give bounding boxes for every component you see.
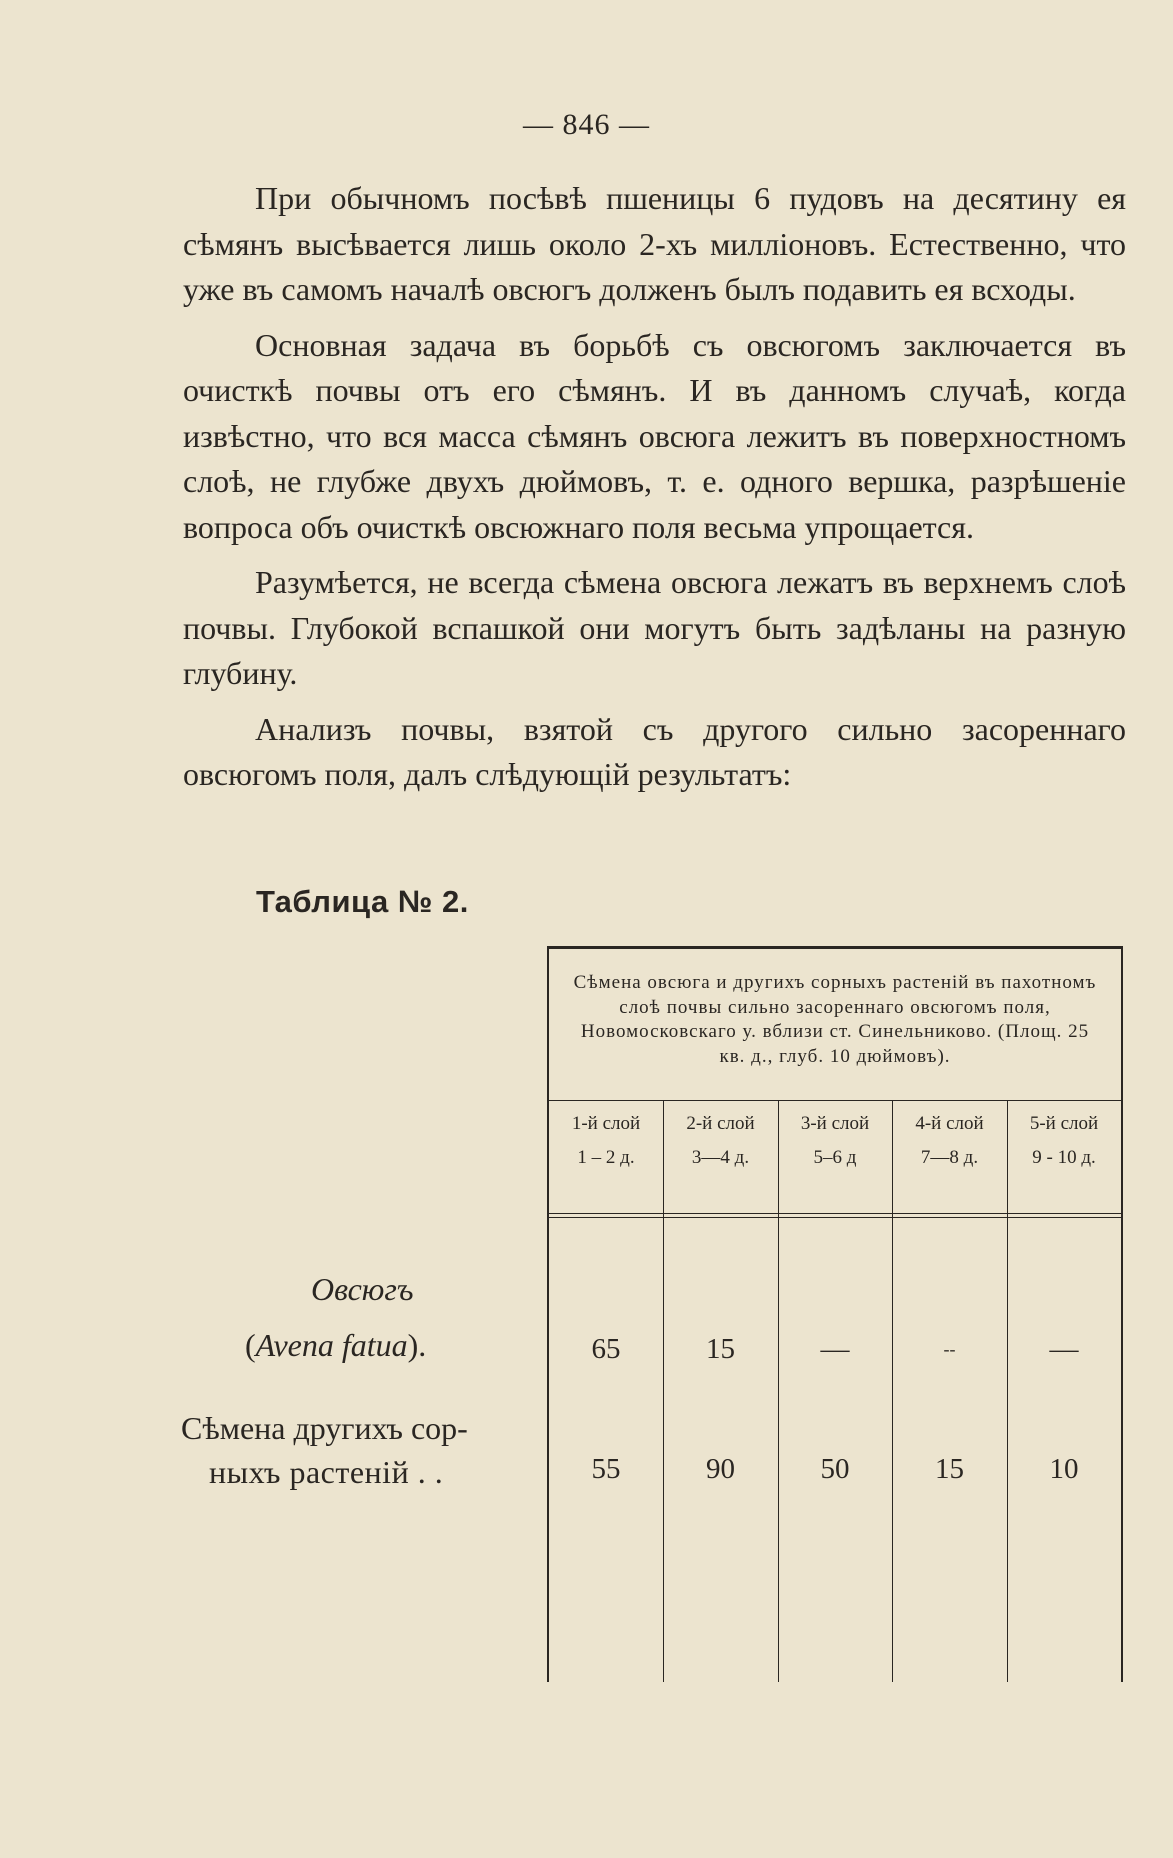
row-label-line1: Овсюгъ: [311, 1271, 414, 1307]
table-cell: 90: [706, 1453, 735, 1485]
column-depth: 7—8 д.: [920, 1147, 979, 1168]
column-layer: 3-й слой: [800, 1113, 870, 1134]
paragraph: Основная задача въ борьбѣ съ овсюгомъ заключается въ очисткѣ почвы отъ его сѣмянъ. И въ данномъ случаѣ, когда извѣстно, что вся масса сѣмянъ овсюга лежитъ въ поверхностномъ слоѣ, не глубже двухъ дюймовъ, т. е. одного вершка, разрѣшеніе вопроса объ очисткѣ овсюжнаго поля весьма упрощается.: [183, 326, 1126, 545]
column-depth: 1 – 2 д.: [577, 1147, 635, 1168]
table-caption: Сѣмена овсюга и другихъ сорныхъ растеній въ пахотномъ слоѣ почвы сильно засореннаго овсюгомъ поля, Новомосковскаго у. вблизи ст. Синельниково. (Площ. 25 кв. д., глуб. 10 дюймовъ).: [549, 949, 1121, 1101]
page-number: — 846 —: [523, 108, 650, 141]
body-text: [183, 176, 1126, 808]
column-depth: 3—4 д.: [691, 1147, 750, 1168]
column-layer: 2-й слой: [686, 1113, 755, 1134]
column-divider: [663, 1101, 664, 1682]
column-header-4: [892, 1101, 1007, 1168]
column-header-2: [663, 1101, 778, 1168]
table-cell: 50: [820, 1453, 850, 1485]
table-cell: 10: [1049, 1453, 1079, 1485]
column-layer: 5-й слой: [1029, 1113, 1099, 1134]
column-depth: 5–6 д: [813, 1147, 857, 1168]
column-depth: 9 - 10 д.: [1032, 1147, 1096, 1168]
column-divider: [892, 1101, 893, 1682]
row-label-line1: Сѣмена другихъ сор-: [181, 1410, 468, 1446]
paragraph: Разумѣется, не всегда сѣмена овсюга лежатъ въ верхнемъ слоѣ почвы. Глубокой вспашкой они могутъ быть задѣланы на разную глубину.: [183, 564, 1126, 691]
table-cell: --: [943, 1339, 956, 1359]
column-divider: [1007, 1101, 1008, 1682]
header-divider: [549, 1213, 1121, 1218]
data-table: [547, 946, 1123, 1682]
row-label-line2: (Avena fatua).: [245, 1327, 427, 1363]
paragraph: При обычномъ посѣвѣ пшеницы 6 пудовъ на десятину ея сѣмянъ высѣвается лишь около 2-хъ милліоновъ. Естественно, что уже въ самомъ началѣ овсюгъ долженъ былъ подавить ея всходы.: [183, 180, 1126, 307]
table-cell: —: [1049, 1333, 1079, 1365]
table-cell: 15: [706, 1333, 735, 1365]
column-header-5: [1007, 1101, 1121, 1168]
table-title: Таблица № 2.: [256, 884, 469, 919]
column-layer: 1-й слой: [571, 1113, 641, 1134]
table-cell: 55: [591, 1453, 621, 1485]
column-header-1: [549, 1101, 663, 1168]
column-header-3: [778, 1101, 892, 1168]
table-cell: —: [820, 1333, 850, 1365]
paragraph: Анализъ почвы, взятой съ другого сильно засореннаго овсюгомъ поля, далъ слѣдующій результатъ:: [183, 710, 1126, 792]
column-layer: 4-й слой: [915, 1113, 984, 1134]
row-label-line2: ныхъ растеній . .: [209, 1454, 444, 1490]
column-divider: [778, 1101, 779, 1682]
table-cell: 15: [935, 1453, 964, 1485]
table-cell: 65: [591, 1333, 621, 1365]
